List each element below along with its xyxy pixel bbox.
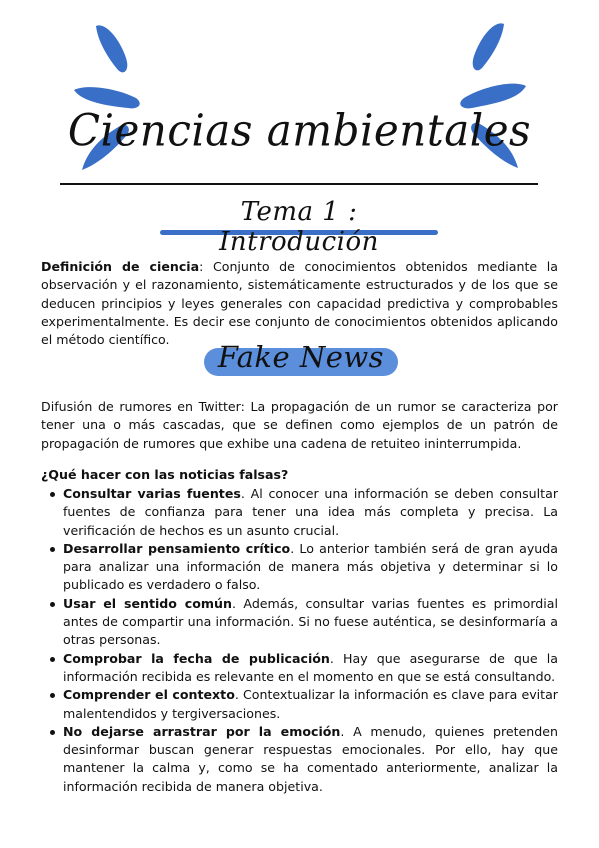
section-heading-fake-news <box>204 340 398 380</box>
tip-text: . A menudo, quienes pretenden desinformar buscan generar respuestas emocionales. Por ello, hay que mantener la calma y, como se ha comentado anteriormente, analizar la información recibida de manera objetiva. <box>63 723 558 794</box>
tip-title: Comprender el contexto <box>63 687 235 703</box>
tip-text: . Al conocer una información se deben consultar fuentes de confianza para tener una idea más completa y precisa. La verificación de hechos es un asunto crucial. <box>63 486 558 538</box>
bullet-icon <box>50 492 55 497</box>
bullet-icon <box>50 547 55 552</box>
left-stroke-top <box>96 25 127 72</box>
definition-text: : Conjunto de conocimientos obtenidos mediante la observación y el razonamiento, sistemáticamente estructurados y de los que se deducen principios y leyes generales con capacidad predictiva y comprobables experimentalmente. Es decir ese conjunto de conocimientos obtenidos aplicando el método científico. <box>41 259 558 348</box>
list-item <box>41 595 558 650</box>
fake-news-question-heading: ¿Qué hacer con las noticias falsas? <box>41 467 289 482</box>
tip-title: Comprobar la fecha de publicación <box>63 650 330 666</box>
document-title: Ciencias ambientales <box>67 104 532 157</box>
tip-title: Desarrollar pensamiento crítico <box>63 540 291 556</box>
bullet-icon <box>50 693 55 698</box>
tip-title: No dejarse arrastrar por la emoción <box>63 723 341 739</box>
tip-text: . Contextualizar la información es clave para evitar malentendidos y tergiversaciones. <box>63 687 558 721</box>
bullet-icon <box>50 602 55 607</box>
right-stroke-top <box>473 23 504 70</box>
list-item <box>41 686 558 723</box>
science-definition-paragraph <box>41 258 558 349</box>
title-divider <box>60 183 538 185</box>
tip-title: Consultar varias fuentes <box>63 486 241 501</box>
tip-title: Usar el sentido común <box>63 595 232 611</box>
rumor-diffusion-paragraph: Difusión de rumores en Twitter: La propagación de un rumor se caracteriza por tener una o más cascadas, que se definen como ejemplos de un patrón de propagación de rumores que exhibe una cadena de retuiteo ininterrumpida. <box>41 399 558 451</box>
fake-news-tips-list <box>41 485 558 796</box>
tip-text: . Lo anterior también será de gran ayuda para analizar una información de manera más objetiva y determinar si lo publicado es verdadero o falso. <box>63 540 558 593</box>
list-item <box>41 723 558 796</box>
section-heading-introduction <box>160 197 438 257</box>
definition-term: Definición de ciencia <box>41 259 200 274</box>
tip-text: . Hay que asegurarse de que la información recibida es relevante en el momento en que se está consultando. <box>63 650 558 684</box>
section-heading-text: Fake News <box>217 340 385 374</box>
list-item <box>41 485 558 540</box>
section-heading-text: Tema 1 : Introdución <box>219 197 379 257</box>
tip-text: . Además, consultar varias fuentes es primordial antes de compartir una información. Si no fuese auténtica, se desinformaría a otras personas. <box>63 595 558 648</box>
list-item <box>41 540 558 595</box>
bullet-icon <box>50 730 55 735</box>
bullet-icon <box>50 657 55 662</box>
list-item <box>41 650 558 687</box>
